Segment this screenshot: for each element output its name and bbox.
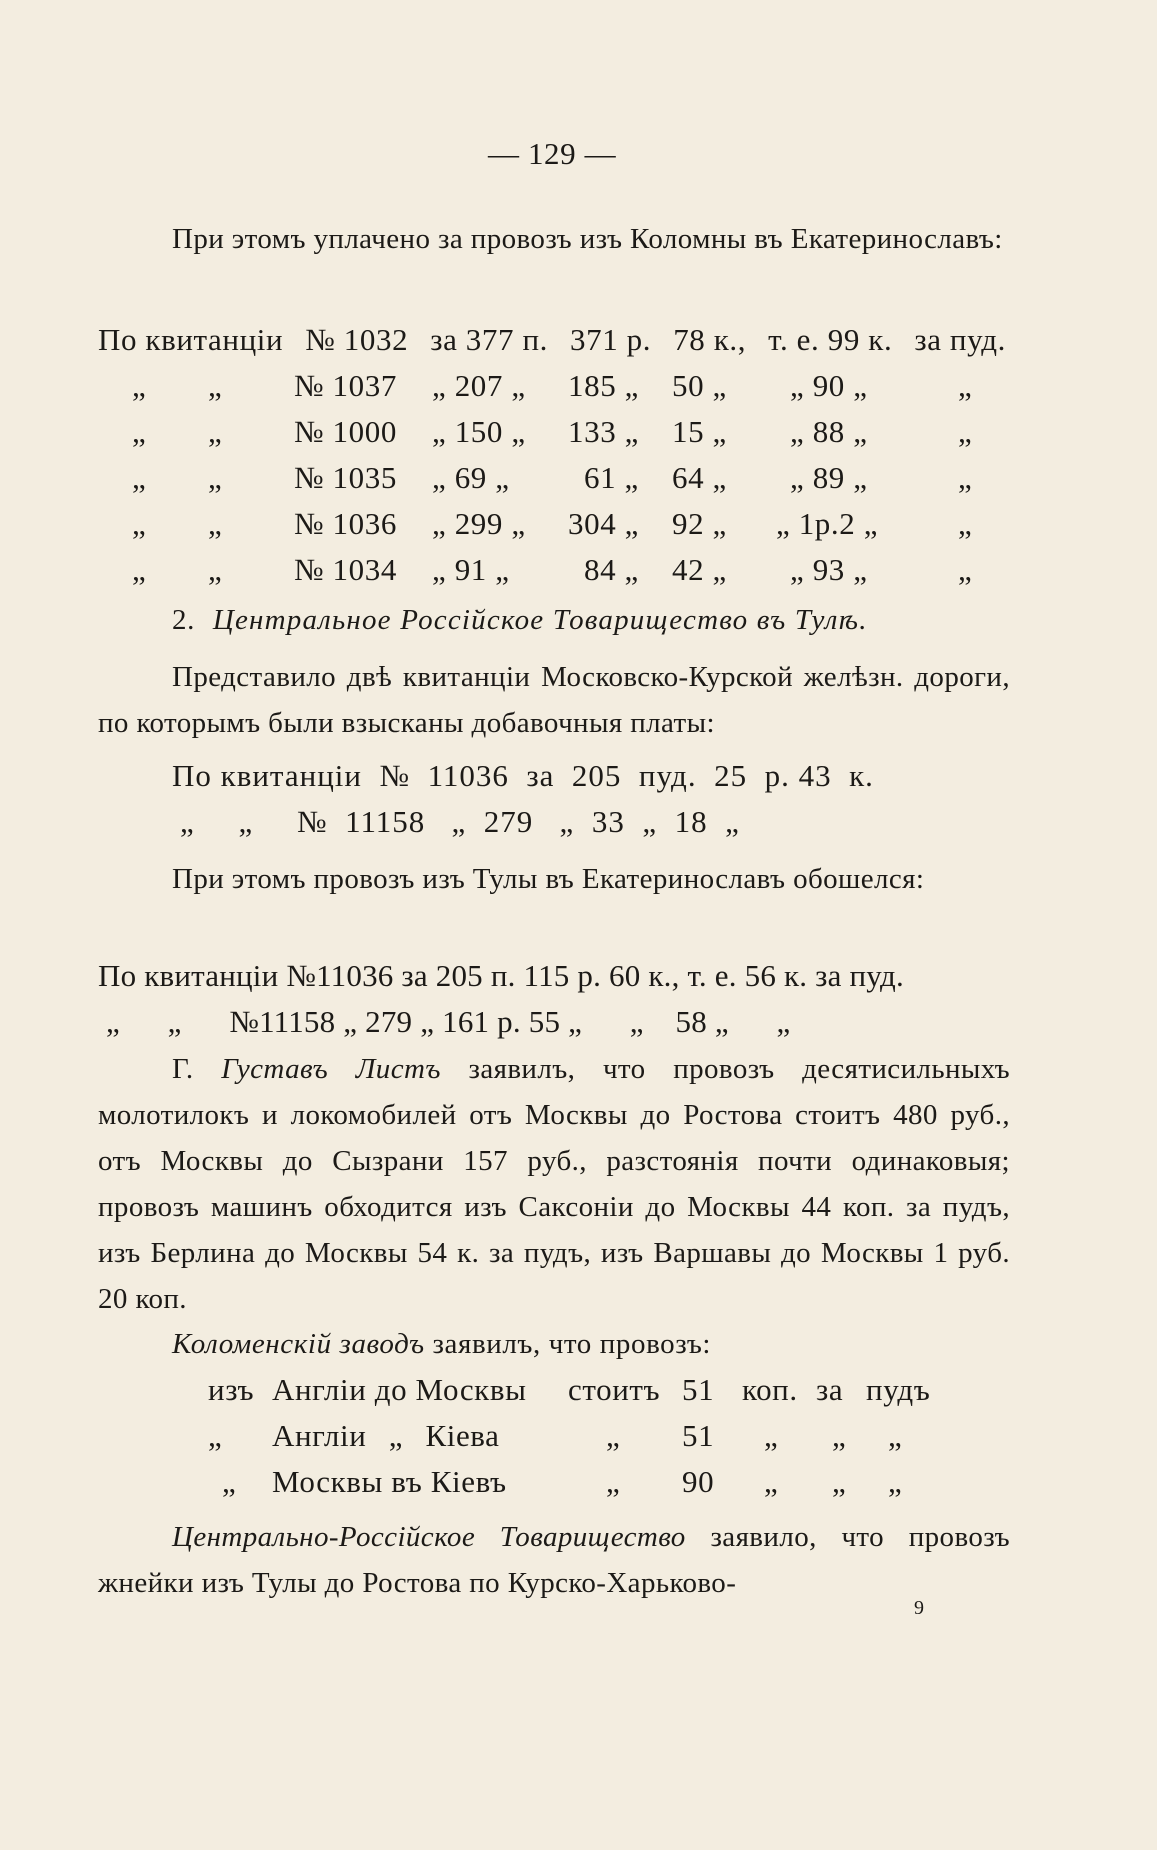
cell: 84 „ xyxy=(584,552,639,587)
cell: „ 90 „ xyxy=(790,368,868,403)
cell: „ xyxy=(208,414,223,449)
cell: 304 „ xyxy=(568,506,640,541)
cell: „ xyxy=(132,506,147,541)
cell: „ xyxy=(606,1418,621,1453)
cell: „ xyxy=(958,414,973,449)
cell: „ xyxy=(606,1464,621,1499)
cell: „ xyxy=(764,1418,779,1453)
cell: 371 р. xyxy=(570,322,652,357)
cell: № 1037 xyxy=(294,368,397,403)
plant-intro xyxy=(172,1326,711,1362)
cell: за пуд. xyxy=(914,322,1006,357)
cell: „ 88 „ xyxy=(790,414,868,449)
cell: коп. xyxy=(742,1372,798,1407)
cell: „ xyxy=(958,368,973,403)
cell: „ 150 „ xyxy=(432,414,526,449)
table-row: „ „ №11158 „ 279 „ 161 р. 55 „ „ 58 „ „ xyxy=(106,1004,791,1039)
section-number: 2. xyxy=(172,604,195,636)
cell: 42 „ xyxy=(672,552,727,587)
kolomna-intro-text: При этомъ уплачено за провозъ изъ Коломны въ Екатеринославъ: xyxy=(172,223,1003,255)
cell: „ xyxy=(222,1464,237,1499)
cell: „ xyxy=(764,1464,779,1499)
paragraph-text: заявилъ, что провозъ: xyxy=(432,1328,712,1360)
table-row: „ „ № 11158 „ 279 „ 33 „ 18 „ xyxy=(180,804,740,839)
cell: „ xyxy=(958,460,973,495)
cell: „ xyxy=(132,552,147,587)
cell: 15 „ xyxy=(672,414,727,449)
honorific: Г. xyxy=(172,1053,194,1085)
tula-receipts-paragraph xyxy=(98,654,1010,746)
cell: „ 93 „ xyxy=(790,552,868,587)
cell: 64 „ xyxy=(672,460,727,495)
cell: „ 69 „ xyxy=(432,460,510,495)
cell: „ xyxy=(958,506,973,541)
cell: 185 „ xyxy=(568,368,640,403)
cell: „ xyxy=(832,1464,847,1499)
cell: Англіи „ Кіева xyxy=(272,1418,500,1453)
signature-mark: 9 xyxy=(914,1597,925,1619)
cell: № 1032 xyxy=(305,322,409,357)
tula-cost-intro xyxy=(98,856,1010,902)
cell: „ xyxy=(208,368,223,403)
cell: „ xyxy=(208,1418,223,1453)
cell: № 1036 xyxy=(294,506,397,541)
cell: „ 89 „ xyxy=(790,460,868,495)
cell: пудъ xyxy=(866,1372,931,1407)
cell: „ 299 „ xyxy=(432,506,526,541)
section-title: Центральное Россійское Товарищество въ Тулѣ. xyxy=(212,604,868,636)
cell: „ xyxy=(132,368,147,403)
cell: „ xyxy=(208,552,223,587)
cell: 51 xyxy=(682,1418,715,1453)
cell: стоитъ xyxy=(568,1372,661,1407)
kolomna-intro xyxy=(98,216,1010,262)
cell: 78 к., xyxy=(673,322,747,357)
cell: 51 xyxy=(682,1372,715,1407)
cell: за xyxy=(816,1372,844,1407)
section-heading xyxy=(172,602,868,638)
cell: № 1000 xyxy=(294,414,397,449)
cell: „ xyxy=(888,1464,903,1499)
company-name: Коломенскій заводъ xyxy=(172,1328,425,1360)
page-number: — 129 — xyxy=(488,136,617,171)
company-name: Центрально-Россійское Товарищество xyxy=(172,1521,686,1553)
table-row xyxy=(98,322,1006,358)
cell: Англіи до Москвы xyxy=(272,1372,527,1407)
cell: Москвы въ Кіевъ xyxy=(272,1464,507,1499)
cell: „ 91 „ xyxy=(432,552,510,587)
cell: „ 1р.2 „ xyxy=(776,506,879,541)
cell: „ xyxy=(208,460,223,495)
table-row: По квитанціи № 11036 за 205 пуд. 25 р. 43 к. xyxy=(172,758,874,793)
paragraph-text: заявилъ, что провозъ десятисильныхъ молотилокъ и локомобилей отъ Москвы до Ростова стоитъ 480 руб., отъ Москвы до Сызрани 157 руб., разстоянія почти одинаковыя; провозъ машинъ обходится изъ Саксоніи до Москвы 44 коп. за пудъ, изъ Берлина до Москвы 54 к. за пудъ, изъ Варшавы до Москвы 1 руб. 20 коп. xyxy=(98,1053,1010,1315)
cell: „ xyxy=(888,1418,903,1453)
final-paragraph xyxy=(98,1514,1010,1606)
table-row: По квитанціи №11036 за 205 п. 115 р. 60 к., т. е. 56 к. за пуд. xyxy=(98,958,904,993)
cell: № 1034 xyxy=(294,552,397,587)
cell: „ xyxy=(208,506,223,541)
cell: „ xyxy=(132,460,147,495)
cell: 92 „ xyxy=(672,506,727,541)
cell: 61 „ xyxy=(584,460,639,495)
paragraph-text: При этомъ провозъ изъ Тулы въ Екатеринославъ обошелся: xyxy=(172,863,925,895)
cell: „ xyxy=(832,1418,847,1453)
cell: т. е. 99 к. xyxy=(768,322,893,357)
cell: 133 „ xyxy=(568,414,640,449)
cell: 90 xyxy=(682,1464,715,1499)
list-paragraph xyxy=(98,1046,1010,1322)
cell: „ xyxy=(958,552,973,587)
cell: 50 „ xyxy=(672,368,727,403)
cell: „ 207 „ xyxy=(432,368,526,403)
person-name: Густавъ Листъ xyxy=(221,1053,441,1085)
paragraph-text: заявило, что провозъ жнейки изъ Тулы до Ростова по Курско-Харьково- xyxy=(98,1521,1011,1599)
cell: № 1035 xyxy=(294,460,397,495)
paragraph-text: Представило двѣ квитанціи Московско-Курской желѣзн. дороги, по которымъ были взысканы добавочныя платы: xyxy=(98,661,1010,739)
cell: „ xyxy=(132,414,147,449)
cell: изъ xyxy=(208,1372,255,1407)
cell: за 377 п. xyxy=(430,322,548,357)
cell: По квитанціи xyxy=(98,322,284,357)
